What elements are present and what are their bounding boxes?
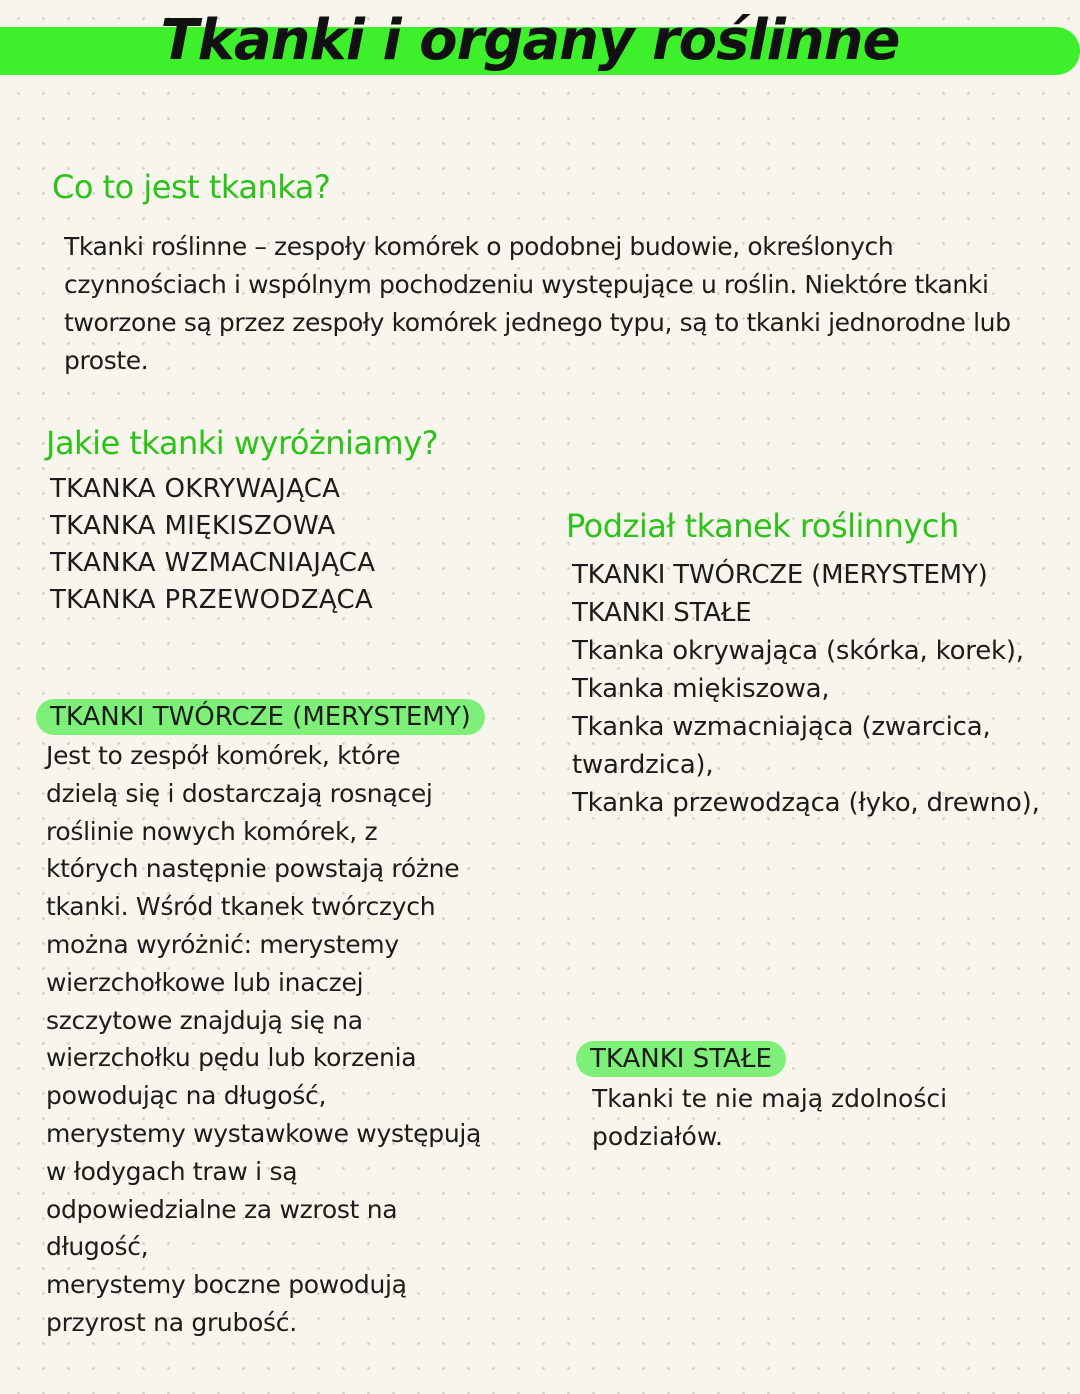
list-item: Tkanka okrywająca (skórka, korek), [572,636,1024,666]
definition-line: tworzone są przez zespoły komórek jednego typu, są to tkanki jednorodne lub [64,308,1011,337]
list-item: TKANKA PRZEWODZĄCA [50,585,374,615]
list-item: Tkanka przewodząca (łyko, drewno), [572,788,1040,818]
heading-what-is-tissue: Co to jest tkanka? [52,168,331,206]
text-line: wierzchołkowe lub inaczej [46,967,364,997]
text-line: przyrost na grubość. [46,1307,297,1337]
list-item: TKANKI TWÓRCZE (MERYSTEMY) [572,560,988,590]
heading-tissue-types: Jakie tkanki wyróżniamy? [46,424,439,462]
list-item: Tkanka wzmacniająca (zwarcica, [572,712,991,742]
tissue-types-list [50,471,375,619]
text-line: można wyróżnić: merystemy [46,929,399,959]
text-line: wierzchołku pędu lub korzenia [46,1043,417,1073]
text-line: odpowiedzialne za wzrost na [46,1194,398,1224]
text-line: Jest to zespół komórek, które [46,741,401,770]
definition-line: Tkanki roślinne – zespoły komórek o podobnej budowie, określonych [64,232,894,261]
text-line: podziałów. [592,1122,723,1151]
text-line: merystemy wystawkowe występują [46,1118,482,1148]
text-line: powodując na długość, [46,1081,327,1111]
list-item: TKANKA WZMACNIAJĄCA [50,548,376,578]
list-item: twardzica), [572,750,714,780]
page-title: Tkanki i organy roślinne [160,8,900,73]
text-line: tkanki. Wśród tkanek twórczych [46,892,436,922]
text-line: długość, [46,1232,149,1262]
text-line: dzielą się i dostarczają rosnącej [46,778,433,808]
text-line: Tkanki te nie mają zdolności [592,1084,948,1113]
text-line: szczytowe znajdują się na [46,1005,363,1035]
permanent-tissues-description [592,1080,1012,1156]
list-item: TKANKA OKRYWAJĄCA [50,474,341,504]
tissue-definition [64,228,1054,380]
list-item: TKANKI STAŁE [572,598,752,628]
definition-line: czynnościach i wspólnym pochodzeniu występujące u roślin. Niektóre tkanki [64,270,989,299]
text-line: w łodygach traw i są [46,1156,298,1186]
permanent-tissues-label: TKANKI STAŁE [576,1041,786,1077]
definition-line: proste. [64,346,149,375]
text-line: roślinie nowych komórek, z [46,816,378,846]
heading-tissue-division: Podział tkanek roślinnych [566,507,959,545]
list-item: Tkanka miękiszowa, [572,674,830,704]
meristems-label: TKANKI TWÓRCZE (MERYSTEMY) [36,699,485,735]
tissue-division-list [572,556,1052,822]
meristems-description [46,737,496,1342]
text-line: których następnie powstają różne [46,854,460,884]
list-item: TKANKA MIĘKISZOWA [50,511,336,541]
text-line: merystemy boczne powodują [46,1270,407,1300]
